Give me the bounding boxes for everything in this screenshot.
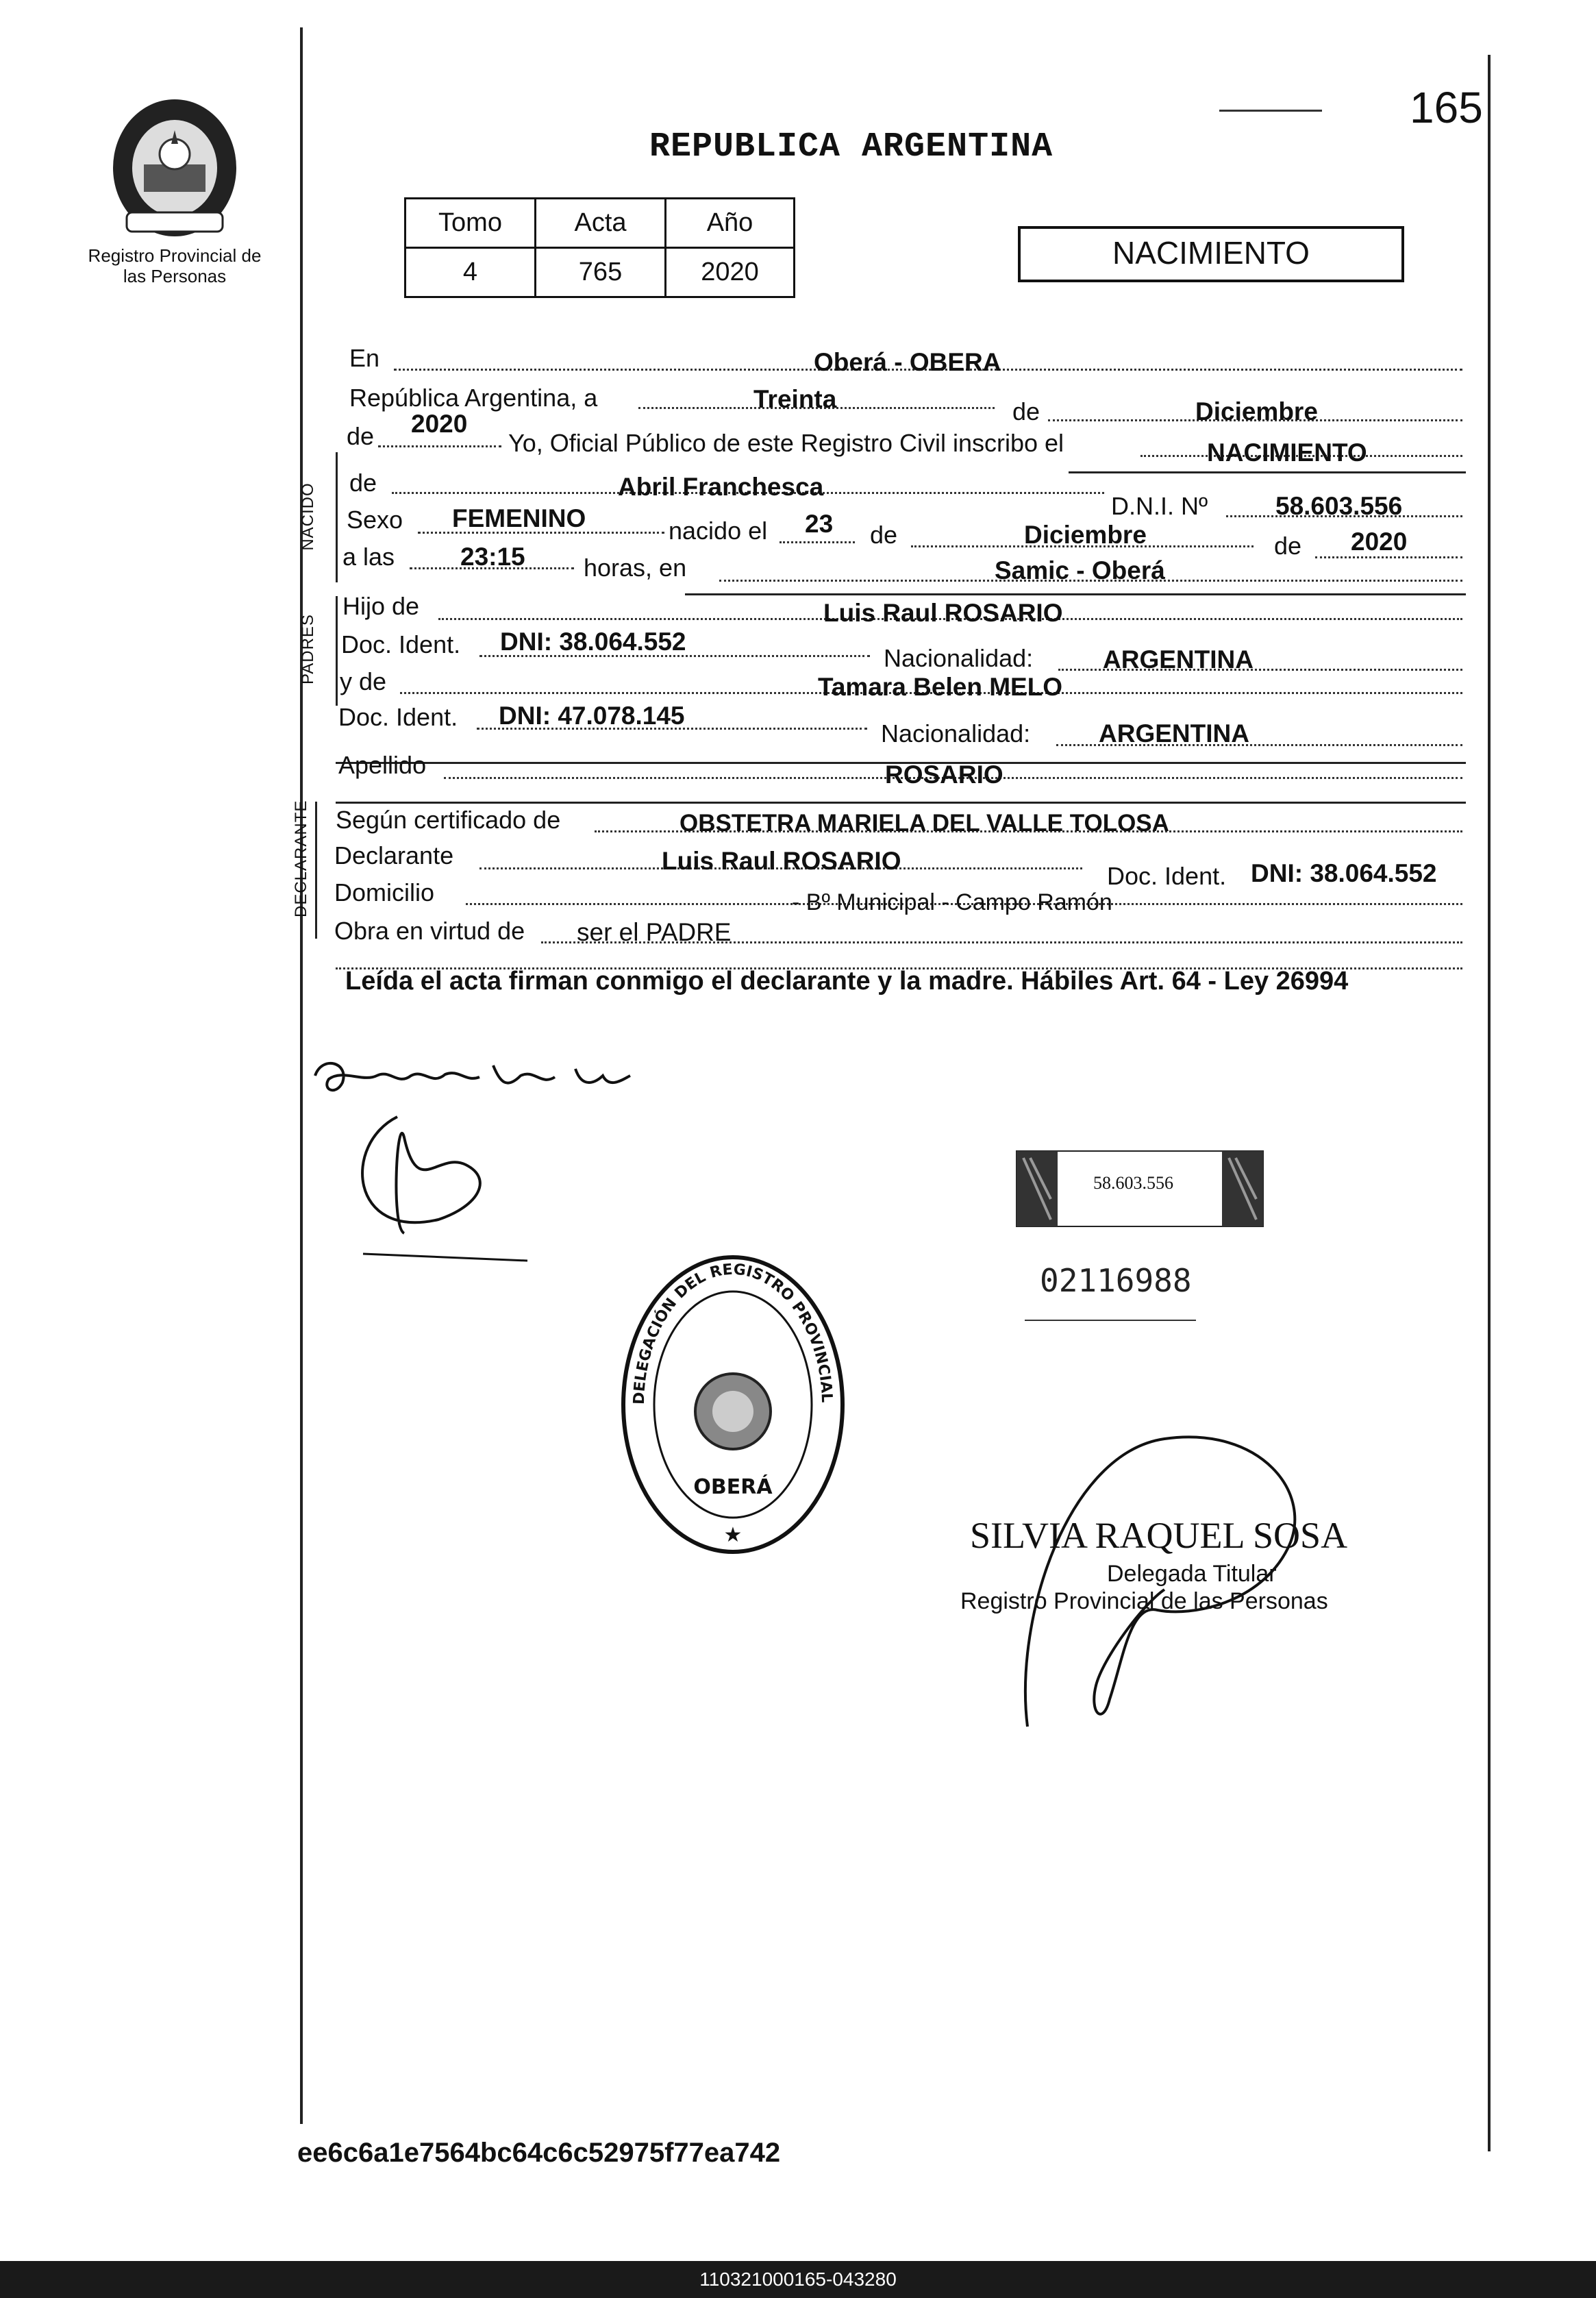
registry-seal [616,1247,849,1562]
label-apellido: Apellido [338,751,427,779]
field-dia-nacimiento: 23 [805,510,834,538]
right-margin-rule [1488,55,1491,2151]
section-rule-nacido [336,452,338,582]
field-anio-nacimiento: 2020 [1351,528,1408,556]
label-en: En [349,344,380,372]
seal-text: DELEGACIÓN DEL REGISTRO PROVINCIAL [630,1261,836,1405]
label-dni: D.N.I. Nº [1111,492,1208,520]
page-number: 165 [1410,83,1483,132]
province-logo [103,89,247,247]
field-nombre: Abril Franchesca [618,473,824,501]
official-office: Registro Provincial de las Personas [960,1588,1328,1614]
section-rule-padres [336,596,338,706]
field-lugar-nacimiento: Samic - Oberá [995,556,1165,584]
label-domicilio: Domicilio [334,878,435,906]
field-declarante: Luis Raul ROSARIO [662,847,901,875]
section-rule-declarante [315,802,317,939]
dotted-line [378,445,501,447]
field-certificado: OBSTETRA MARIELA DEL VALLE TOLOSA [679,810,1169,837]
dotted-line [1315,556,1462,558]
table-header-anio: Año [666,199,795,248]
label-horas-en: horas, en [584,554,687,582]
document-hash: ee6c6a1e7564bc64c6c52975f77ea742 [297,2138,781,2168]
table-value-tomo: 4 [406,248,536,297]
field-apellido: ROSARIO [885,761,1003,789]
field-mes-registro: Diciembre [1195,397,1318,425]
table-header-tomo: Tomo [406,199,536,248]
label-yo-oficial: Yo, Oficial Público de este Registro Civil inscribo el [508,429,1064,457]
label-y-de: y de [340,667,387,695]
official-name: SILVIA RAQUEL SOSA [970,1515,1348,1556]
label-declarante: Declarante [334,841,454,869]
official-role: Delegada Titular [1107,1561,1277,1587]
field-padre-doc: DNI: 38.064.552 [500,628,686,656]
label-de: de [1012,397,1040,425]
serial-underline [1025,1320,1196,1321]
legal-note: Leída el acta firman conmigo el declarante y la madre. Hábiles Art. 64 - Ley 26994 [345,967,1349,996]
field-tipo: NACIMIENTO [1207,438,1367,467]
logo-caption: Registro Provincial de las Personas [88,245,262,286]
field-hora: 23:15 [460,543,525,571]
label-republica: República Argentina, a [349,384,598,412]
field-madre-nacionalidad: ARGENTINA [1099,719,1249,748]
record-type-box: NACIMIENTO [1018,226,1404,282]
label-doc-ident: Doc. Ident. [1107,862,1227,890]
field-padre-nacionalidad: ARGENTINA [1103,645,1254,674]
label-nacionalidad: Nacionalidad: [884,644,1034,672]
table-value-anio: 2020 [666,248,795,297]
label-segun-certificado: Según certificado de [336,806,561,834]
section-label-nacido: NACIDO [299,482,317,551]
field-padre: Luis Raul ROSARIO [823,599,1063,627]
field-madre-doc: DNI: 47.078.145 [499,702,685,730]
field-madre: Tamara Belen MELO [818,673,1063,701]
label-doc-ident: Doc. Ident. [341,630,461,658]
field-anio-registro: 2020 [411,410,468,438]
field-domicilio: - Bº Municipal - Campo Ramón [792,889,1112,915]
id-label-serial: 02116988 [1040,1262,1192,1299]
scan-mark [1219,110,1322,112]
country-title: REPUBLICA ARGENTINA [649,127,1053,166]
field-mes-nacimiento: Diciembre [1024,521,1147,549]
seal-city: OBERÁ [693,1475,773,1499]
field-lugar: Oberá - OBERA [814,348,1001,376]
underline [336,802,1466,804]
star-icon: ★ [723,1524,743,1546]
label-de: de [870,521,898,549]
dotted-line [780,541,855,543]
declarant-signature [301,1048,658,1274]
label-de: de [1274,532,1302,560]
label-sexo: Sexo [347,506,403,534]
label-hijo-de: Hijo de [342,592,420,620]
underline [1069,471,1466,473]
field-dia-registro: Treinta [753,385,837,413]
table-header-acta: Acta [536,199,666,248]
label-doc-ident: Doc. Ident. [338,703,458,731]
section-label-declarante: DECLARANTE [292,800,310,917]
label-nacionalidad: Nacionalidad: [881,719,1031,748]
footer-code: 110321000165-043280 [0,2261,1596,2298]
label-de: de [347,422,375,450]
field-sexo: FEMENINO [452,504,586,532]
id-label-dni: 58.603.556 [1093,1173,1173,1193]
record-table [404,197,795,298]
underline [685,593,1466,595]
field-dni: 58.603.556 [1275,492,1403,520]
table-value-acta: 765 [536,248,666,297]
field-obra-virtud: ser el PADRE [577,918,732,946]
field-declarante-doc: DNI: 38.064.552 [1251,859,1437,887]
label-obra-virtud: Obra en virtud de [334,917,525,945]
label-de-nombre: de [349,469,377,497]
section-label-padres: PADRES [299,614,317,684]
label-nacido-el: nacido el [669,517,768,545]
label-a-las: a las [342,543,395,571]
